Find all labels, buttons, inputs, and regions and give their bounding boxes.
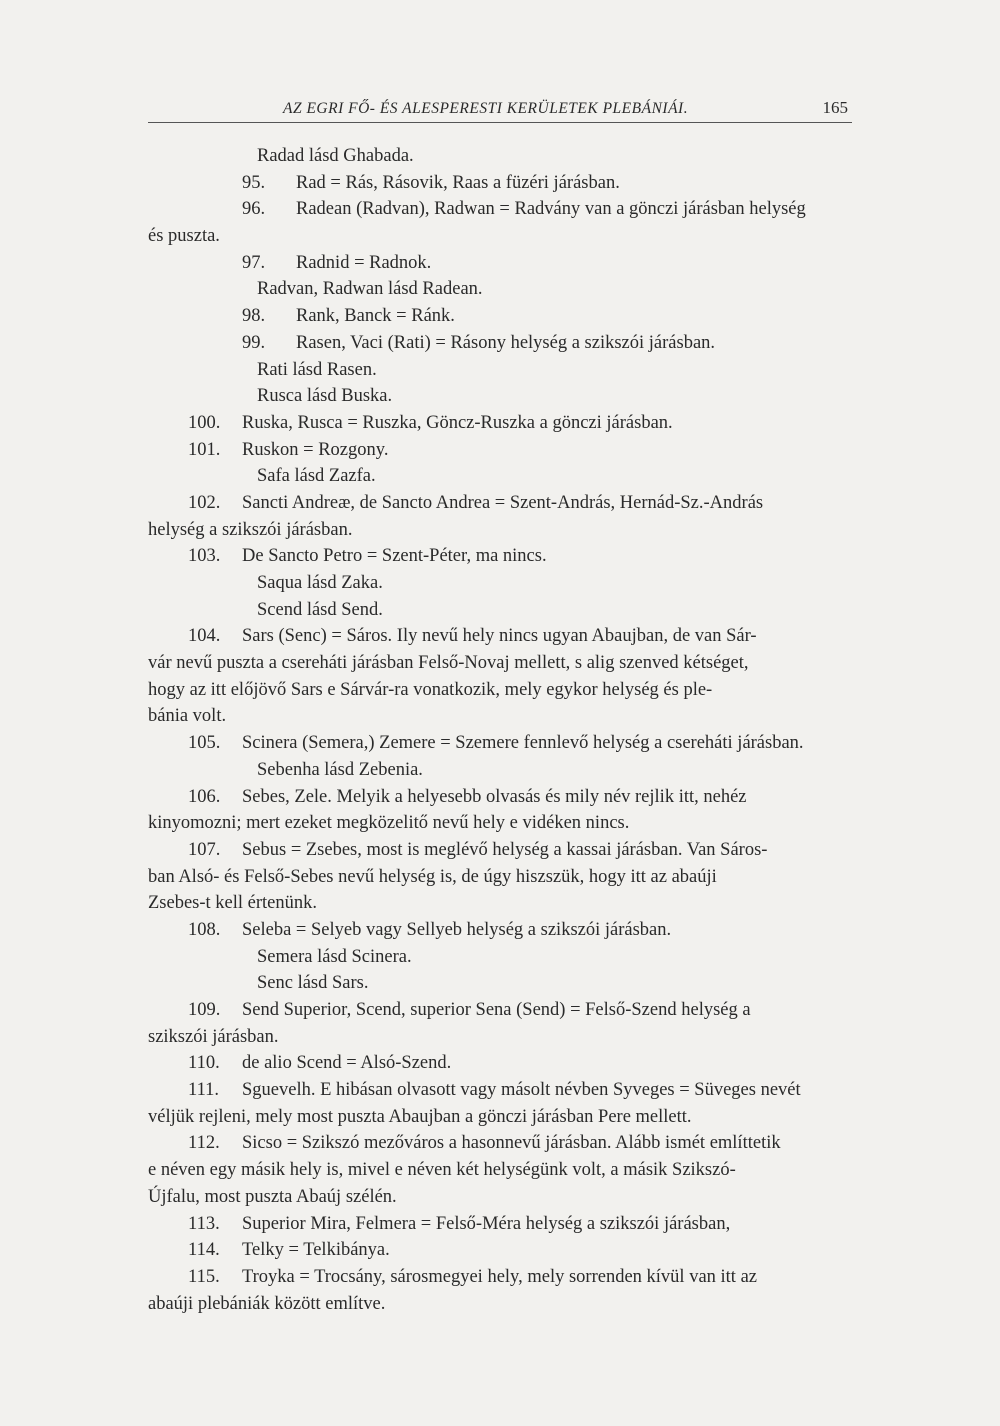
entry-text: kinyomozni; mert ezeket megközelitő nevű hely e vidéken nincs. <box>148 813 630 834</box>
text-line <box>148 1104 852 1131</box>
entry-number: 109. <box>188 1000 221 1020</box>
entry-line <box>148 410 852 437</box>
entry-line <box>148 623 852 650</box>
entry-text: Safa lásd Zazfa. <box>257 466 376 487</box>
entry-line <box>148 1050 852 1077</box>
entry-line <box>148 437 852 464</box>
entry-text: Semera lásd Scinera. <box>257 946 412 967</box>
entry-text: Send Superior, Scend, superior Sena (Send) = Felső-Szend helység a <box>242 1000 751 1020</box>
page-body <box>148 143 852 1317</box>
entry-text: szikszói járásban. <box>148 1026 279 1047</box>
text-line <box>148 1157 852 1184</box>
entry-number: 107. <box>188 839 221 860</box>
text-line <box>148 864 852 891</box>
running-header <box>148 96 852 123</box>
entry-text: Sebenha lásd Zebenia. <box>257 759 423 780</box>
entry-text: Radean (Radvan), Radwan = Radvány van a gönczi járásban helység <box>296 199 806 220</box>
entry-number: 98. <box>242 306 266 327</box>
entry-text: hogy az itt előjövő Sars e Sárvár-ra vonatkozik, mely egykor helység és ple- <box>148 679 713 700</box>
entry-text: Rati lásd Rasen. <box>257 359 377 380</box>
text-line <box>148 276 852 303</box>
entry-text: Sars (Senc) = Sáros. Ily nevű hely nincs ugyan Abaujban, de van Sár- <box>242 626 757 647</box>
entry-number: 115. <box>188 1266 220 1287</box>
entry-number: 100. <box>188 412 221 433</box>
entry-number: 105. <box>188 733 221 754</box>
entry-text: e néven egy másik hely is, mivel e néven két helységünk volt, a másik Szikszó- <box>148 1160 736 1181</box>
entry-number: 104. <box>188 626 221 647</box>
entry-number: 110. <box>188 1053 220 1074</box>
entry-text: vár nevű puszta a csereháti járásban Felső-Novaj mellett, s alig szenved kétséget, <box>148 653 749 674</box>
entry-line <box>148 1130 852 1157</box>
entry-text: ban Alsó- és Felső-Sebes nevű helység is, de úgy hiszszük, hogy itt az abaúji <box>148 866 717 887</box>
entry-text: Rank, Banck = Ránk. <box>296 306 455 327</box>
entry-text: Zsebes-t kell értenünk. <box>148 893 318 914</box>
entry-text: Scinera (Semera,) Zemere = Szemere fennlevő helység a csereháti járásban. <box>242 733 804 754</box>
entry-text: Sicso = Szikszó mezőváros a hasonnevű járásban. Alább ismét említtetik <box>242 1133 781 1154</box>
entry-text: Scend lásd Send. <box>257 599 383 620</box>
entry-text: Superior Mira, Felmera = Felső-Méra helység a szikszói járásban, <box>242 1213 731 1234</box>
entry-line <box>148 730 852 757</box>
entry-line <box>148 250 852 277</box>
entry-line <box>148 1237 852 1264</box>
text-line <box>148 357 852 384</box>
entry-text: bánia volt. <box>148 706 227 727</box>
entry-text: Telky = Telkibánya. <box>242 1240 390 1261</box>
entry-text: Saqua lásd Zaka. <box>257 573 383 593</box>
entry-number: 108. <box>188 919 221 940</box>
text-line <box>148 1024 852 1051</box>
text-line <box>148 223 852 250</box>
text-line <box>148 1184 852 1211</box>
entry-text: de alio Scend = Alsó-Szend. <box>242 1053 452 1074</box>
entry-text: De Sancto Petro = Szent-Péter, ma nincs. <box>242 546 547 567</box>
entry-text: Radvan, Radwan lásd Radean. <box>257 279 483 300</box>
entry-text: Radnid = Radnok. <box>296 252 432 273</box>
entry-line <box>148 196 852 223</box>
entry-text: Rusca lásd Buska. <box>257 386 393 407</box>
entry-number: 99. <box>242 332 266 353</box>
entry-number: 111. <box>188 1080 220 1101</box>
entry-text: és puszta. <box>148 226 220 247</box>
entry-text: Újfalu, most puszta Abaúj szélén. <box>148 1186 397 1207</box>
entry-number: 101. <box>188 439 221 460</box>
entry-line <box>148 997 852 1024</box>
entry-text: Senc lásd Sars. <box>257 973 369 994</box>
entry-text: véljük rejleni, mely most puszta Abaujban a gönczi járásban Pere mellett. <box>148 1106 692 1127</box>
entry-number: 103. <box>188 546 221 567</box>
entry-number: 102. <box>188 492 221 513</box>
text-line <box>148 677 852 704</box>
text-line <box>148 944 852 971</box>
entry-number: 114. <box>188 1240 220 1261</box>
entry-line <box>148 490 852 517</box>
text-line <box>148 383 852 410</box>
entry-number: 106. <box>188 786 221 807</box>
text-line <box>148 1291 852 1318</box>
entry-text: Troyka = Trocsány, sárosmegyei hely, mely sorrenden kívül van itt az <box>242 1266 757 1287</box>
entry-line <box>148 1211 852 1238</box>
entry-number: 97. <box>242 252 266 273</box>
entry-text: Ruskon = Rozgony. <box>242 439 389 460</box>
entry-number: 113. <box>188 1213 220 1234</box>
entry-line <box>148 170 852 197</box>
entry-line <box>148 543 852 570</box>
text-line <box>148 703 852 730</box>
entry-text: helység a szikszói járásban. <box>148 519 353 540</box>
text-line <box>148 890 852 917</box>
entry-text: Seleba = Selyeb vagy Sellyeb helység a szikszói járásban. <box>242 919 672 940</box>
text-line <box>148 570 852 597</box>
entry-text: Rasen, Vaci (Rati) = Rásony helység a szikszói járásban. <box>296 332 716 353</box>
entry-text: abaúji plebániák között említve. <box>148 1293 386 1314</box>
entry-line <box>148 917 852 944</box>
entry-text: Ruska, Rusca = Ruszka, Göncz-Ruszka a gönczi járásban. <box>242 412 673 433</box>
text-line <box>148 143 852 170</box>
text-line <box>148 650 852 677</box>
running-title: AZ EGRI FŐ- ÉS ALESPERESTI KERÜLETEK PLEBÁNIÁI. <box>283 100 689 117</box>
entry-number: 95. <box>242 172 266 193</box>
entry-text: Sebes, Zele. Melyik a helyesebb olvasás és mily név rejlik itt, nehéz <box>242 786 747 807</box>
text-line <box>148 757 852 784</box>
text-line <box>148 970 852 997</box>
text-line <box>148 463 852 490</box>
text-line <box>148 810 852 837</box>
text-line <box>148 517 852 544</box>
entry-text: Radad lásd Ghabada. <box>257 146 414 166</box>
entry-number: 96. <box>242 199 266 220</box>
entry-line <box>148 303 852 330</box>
entry-line <box>148 330 852 357</box>
page-number: 165 <box>822 98 848 117</box>
entry-line <box>148 1077 852 1104</box>
entry-text: Rad = Rás, Rásovik, Raas a füzéri járásban. <box>296 172 620 193</box>
entry-text: Sancti Andreæ, de Sancto Andrea = Szent-András, Hernád-Sz.-András <box>242 492 764 513</box>
entry-text: Sebus = Zsebes, most is meglévő helység a kassai járásban. Van Sáros- <box>242 839 768 860</box>
entry-line <box>148 784 852 811</box>
entry-line <box>148 837 852 864</box>
entry-text: Sguevelh. E hibásan olvasott vagy másolt névben Syveges = Süveges nevét <box>242 1080 801 1101</box>
entry-line <box>148 1264 852 1291</box>
entry-number: 112. <box>188 1133 220 1154</box>
text-line <box>148 597 852 624</box>
